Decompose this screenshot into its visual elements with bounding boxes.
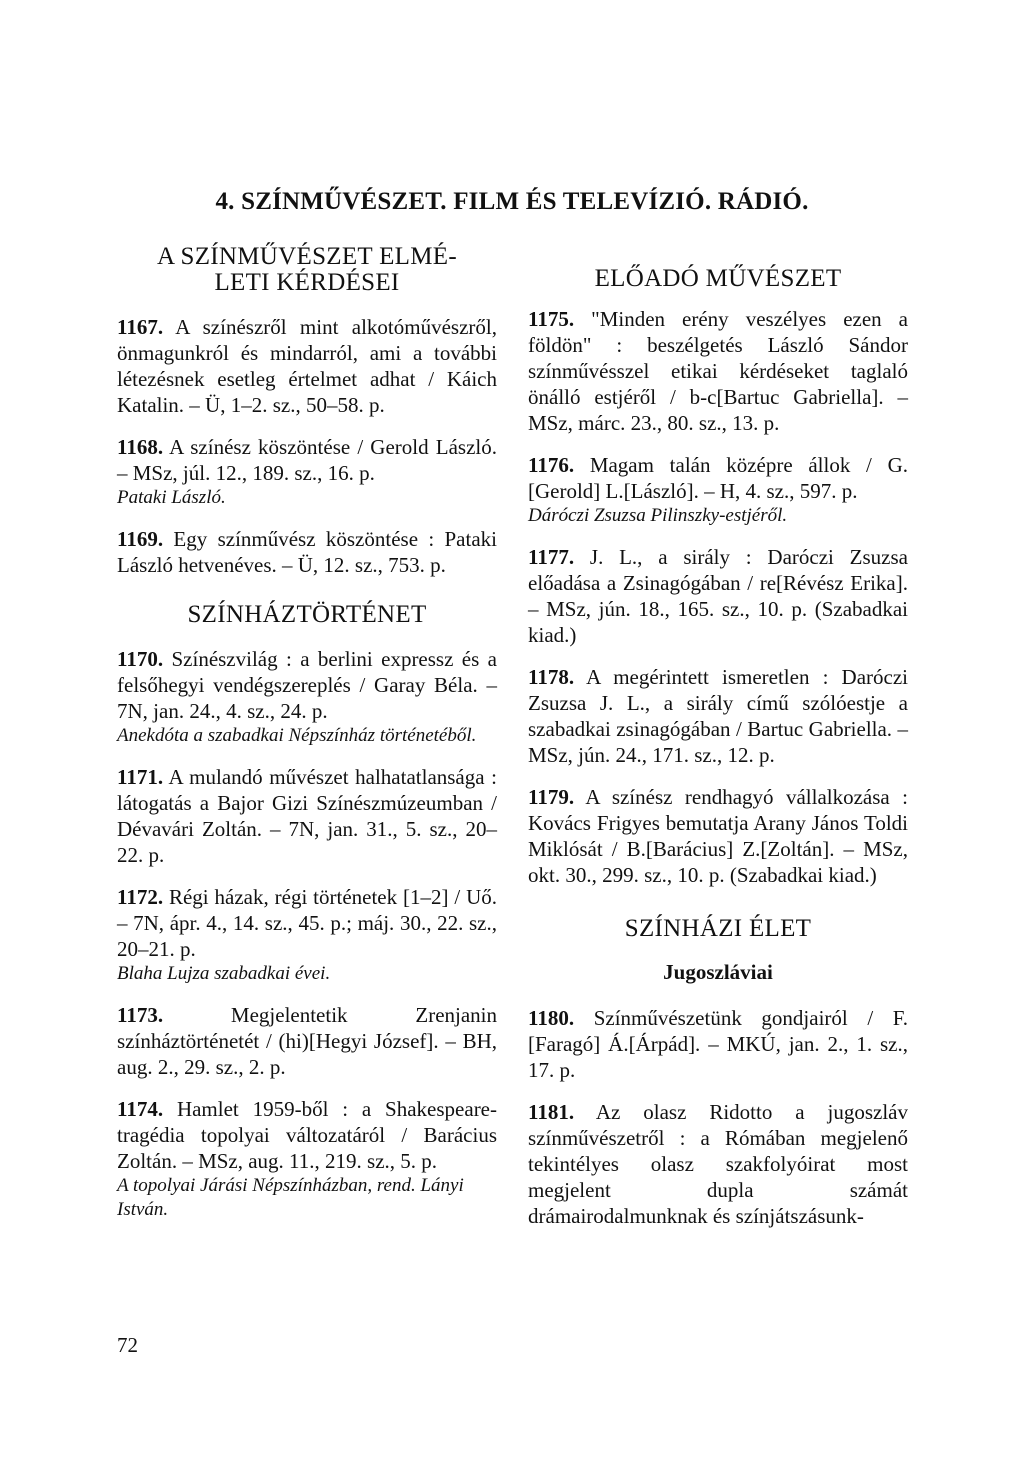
entry-number: 1177. xyxy=(528,545,575,569)
entry-note: Pataki László. xyxy=(117,487,226,508)
entry-text: A színészről mint alkotóművészről, önmagunkról és mindarról, ami a további létezésnek esetleg értelmet adhat / Káich Katalin. – Ü, 1–2. sz., 50–58. p. xyxy=(117,315,497,417)
entry-number: 1173. xyxy=(117,1003,164,1027)
entry-number: 1168. xyxy=(117,435,164,459)
section-heading-theory: A SZÍNMŰVÉSZET ELMÉ- LETI KÉRDÉSEI xyxy=(157,243,457,296)
page-number: 72 xyxy=(117,1333,138,1357)
chapter-title: 4. SZÍNMŰVÉSZET. FILM ÉS TELEVÍZIÓ. RÁDIÓ. xyxy=(215,188,809,215)
entry-number: 1170. xyxy=(117,647,164,671)
entry-text: A színész rendhagyó vállalkozása : Kovács Frigyes bemutatja Arany János Toldi Miklósát / B.[Barácius] Z.[Zoltán]. – MSz, okt. 30., 299. sz., 10. p. (Szabadkai kiad.) xyxy=(528,785,908,887)
bibliography-entry xyxy=(117,884,497,986)
bibliography-entry xyxy=(528,306,908,436)
section-heading-theatre-history: SZÍNHÁZTÖRTÉNET xyxy=(187,601,427,628)
entry-note: Blaha Lujza szabadkai évei. xyxy=(117,963,331,984)
section-heading-theatre-life: SZÍNHÁZI ÉLET xyxy=(624,915,812,942)
entry-note: Dáróczi Zsuzsa Pilinszky-estjéről. xyxy=(528,505,788,526)
entries-theory xyxy=(117,314,497,578)
entry-text: J. L., a sirály : Daróczi Zsuzsa előadása a Zsinagógában / re[Révész Erika]. – MSz, jún. 18., 165. sz., 10. p. (Szabadkai kiad.) xyxy=(528,545,908,647)
entries-performing-arts xyxy=(528,306,908,888)
entry-note: A topolyai Járási Népszínházban, rend. Lányi István. xyxy=(117,1175,464,1220)
entry-number: 1179. xyxy=(528,785,575,809)
entry-text: Színművészetünk gondjairól / F.[Faragó] Á.[Árpád]. – MKÚ, jan. 2., 1. sz., 17. p. xyxy=(528,1006,908,1082)
entry-text: A mulandó művészet halhatatlansága : látogatás a Bajor Gizi Színészmúzeumban / Dévavári Zoltán. – 7N, jan. 31., 5. sz., 20–22. p. xyxy=(117,765,498,867)
bibliography-entry xyxy=(528,1099,908,1229)
bibliography-entry xyxy=(117,646,497,748)
right-column xyxy=(528,244,908,1245)
left-column xyxy=(117,244,497,1238)
entry-number: 1180. xyxy=(528,1006,575,1030)
subheading-yugoslav: Jugoszláviai xyxy=(663,960,773,984)
entry-text: A színész köszöntése / Gerold László. – MSz, júl. 12., 189. sz., 16. p. xyxy=(117,435,498,485)
section-heading-performing-arts: ELŐADÓ MŰVÉSZET xyxy=(594,265,842,292)
bibliography-entry xyxy=(528,452,908,528)
bibliography-entry xyxy=(528,664,908,768)
entry-text: Egy színművész köszöntése : Pataki László hetvenéves. – Ü, 12. sz., 753. p. xyxy=(117,527,497,577)
entries-theatre-life xyxy=(528,1005,908,1229)
entry-text: A megérintett ismeretlen : Daróczi Zsuzsa J. L., a sirály című szólóestje a szabadkai zsinagógában / Bartuc Gabriella. – MSz, jún. 24., 171. sz., 12. p. xyxy=(528,665,909,767)
entry-number: 1175. xyxy=(528,307,575,331)
entry-text: Régi házak, régi történetek [1–2] / Uő. – 7N, ápr. 4., 14. sz., 45. p.; máj. 30., 22. sz., 20–21. p. xyxy=(117,885,498,961)
entry-text: Hamlet 1959-ből : a Shakespeare-tragédia topolyai változatáról / Barácius Zoltán. – MSz, aug. 11., 219. sz., 5. p. xyxy=(117,1097,497,1173)
entry-number: 1169. xyxy=(117,527,164,551)
entry-text: Az olasz Ridotto a jugoszláv színművészetről : a Rómában megjelenő tekintélyes olasz szakfolyóirat most megjelent dupla számát drámairodalmunknak és színjátszásunk- xyxy=(528,1100,908,1228)
entry-number: 1181. xyxy=(528,1100,575,1124)
entry-number: 1174. xyxy=(117,1097,164,1121)
bibliography-entry xyxy=(117,526,497,578)
bibliography-entry xyxy=(117,764,497,868)
bibliography-entry xyxy=(528,784,908,888)
entry-text: "Minden erény veszélyes ezen a földön" : beszélgetés László Sándor színművésszel etikai kérdéseket taglaló önálló estjéről / b-c[Bartuc Gabriella]. – MSz, márc. 23., 80. sz., 13. p. xyxy=(528,307,909,435)
entry-note: Anekdóta a szabadkai Népszínház történetéből. xyxy=(117,725,477,746)
bibliography-entry xyxy=(528,1005,908,1083)
entry-number: 1171. xyxy=(117,765,164,789)
bibliography-entry xyxy=(117,1002,497,1080)
entry-text: Színészvilág : a berlini expressz és a felsőhegyi vendégszereplés / Garay Béla. – 7N, jan. 24., 4. sz., 24. p. xyxy=(117,647,497,723)
entry-number: 1176. xyxy=(528,453,575,477)
bibliography-entry xyxy=(117,1096,497,1222)
bibliography-entry xyxy=(117,314,497,418)
bibliography-entry xyxy=(528,544,908,648)
entry-number: 1172. xyxy=(117,885,164,909)
entries-theatre-history xyxy=(117,646,497,1222)
entry-text: Megjelentetik Zrenjanin színháztörténetét / (hi)[Hegyi József]. – BH, aug. 2., 29. sz., 2. p. xyxy=(117,1003,498,1079)
entry-number: 1167. xyxy=(117,315,164,339)
bibliography-entry xyxy=(117,434,497,510)
entry-number: 1178. xyxy=(528,665,575,689)
entry-text: Magam talán középre állok / G.[Gerold] L.[László]. – H, 4. sz., 597. p. xyxy=(528,453,909,503)
